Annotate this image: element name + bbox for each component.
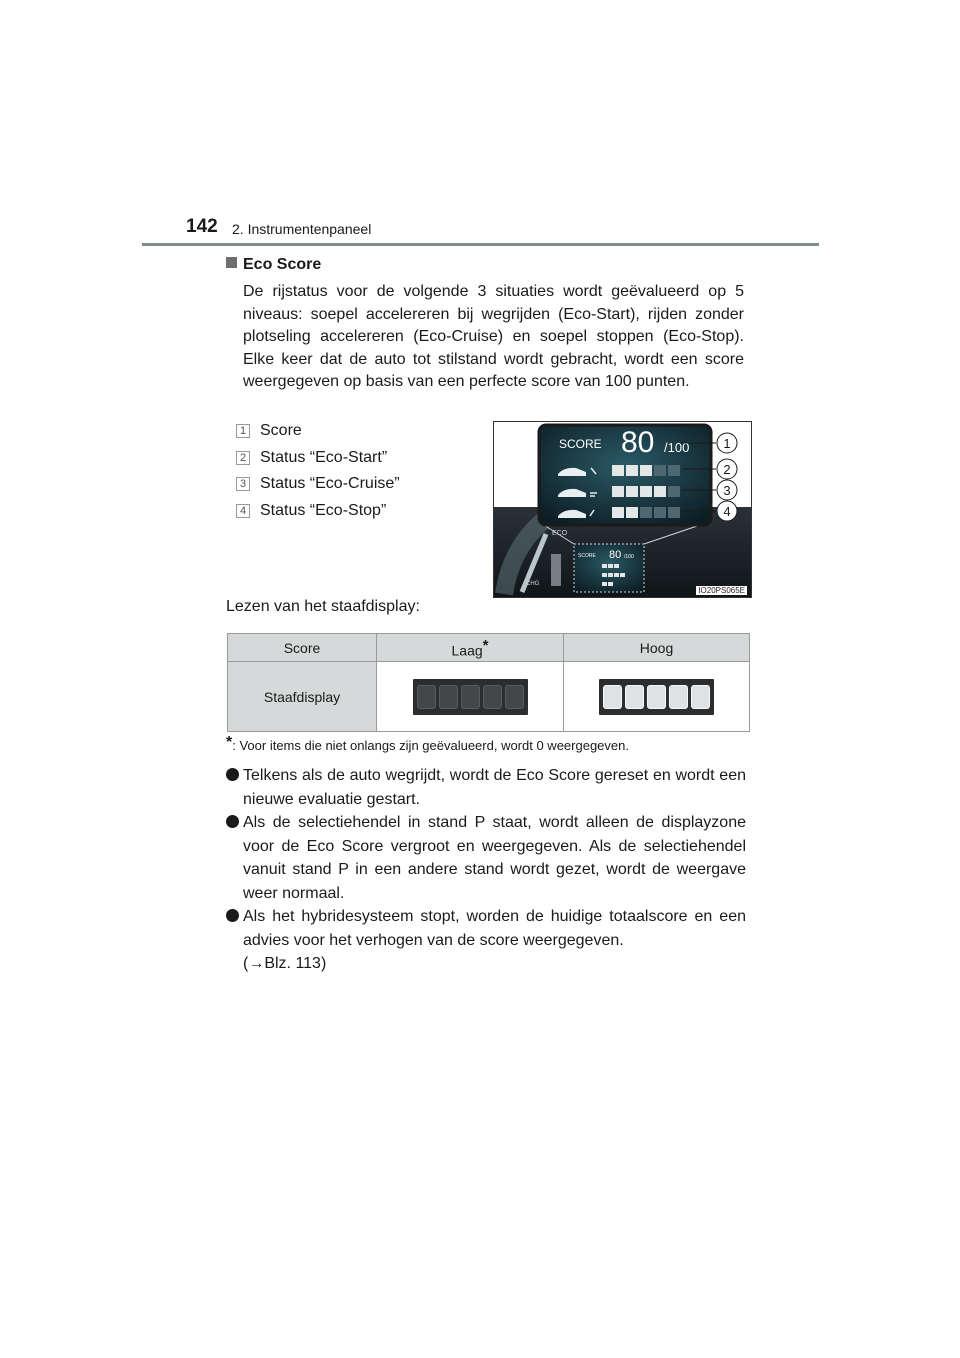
mini-score-label: SCORE bbox=[578, 553, 596, 559]
chapter-title: 2. Instrumentenpaneel bbox=[232, 221, 372, 237]
bar-segment bbox=[417, 685, 436, 709]
score-label: SCORE bbox=[559, 437, 602, 451]
bar-segment bbox=[669, 685, 688, 709]
table-header-low-text: Laag bbox=[451, 642, 483, 659]
legend-number: 4 bbox=[236, 504, 250, 518]
legend-number: 1 bbox=[236, 424, 250, 438]
score-value: 80 bbox=[621, 426, 655, 459]
score-max: /100 bbox=[664, 440, 690, 455]
header-rule bbox=[142, 243, 819, 246]
bullet-dot-icon bbox=[226, 768, 239, 781]
legend-item bbox=[236, 498, 400, 525]
table-header-low bbox=[377, 634, 564, 662]
low-bar-display bbox=[413, 679, 528, 715]
eco-stop-bars bbox=[612, 507, 680, 518]
legend-label: Score bbox=[260, 422, 302, 440]
bar-segment bbox=[603, 685, 622, 709]
square-bullet-icon bbox=[226, 257, 237, 268]
figure-code: IO20PS065E bbox=[698, 586, 745, 595]
bullet-item bbox=[226, 811, 746, 905]
legend-number: 2 bbox=[236, 451, 250, 465]
table-header-row bbox=[228, 634, 750, 662]
table-header-low-star: * bbox=[482, 636, 489, 654]
legend-item bbox=[236, 418, 400, 445]
callout-number: 3 bbox=[723, 483, 731, 498]
bar-segment bbox=[505, 685, 524, 709]
legend-label: Status “Eco-Start” bbox=[260, 448, 388, 466]
eco-label: ECO bbox=[552, 530, 568, 537]
bullet-dot-icon bbox=[226, 815, 239, 828]
bullet-item bbox=[226, 764, 746, 811]
section-title bbox=[226, 256, 321, 274]
bar-segment bbox=[647, 685, 666, 709]
footnote-text: : Voor items die niet onlangs zijn geëvalueerd, wordt 0 weergegeven. bbox=[232, 738, 629, 753]
mini-score-max: /100 bbox=[624, 554, 634, 560]
bullet-text: Als de selectiehendel in stand P staat, wordt alleen de displayzone voor de Eco Score vergroot en weergegeven. Als de selectiehendel vanuit stand P in een andere stand wordt gezet, wordt de weergave weer normaal. bbox=[243, 814, 746, 902]
footnote bbox=[226, 734, 629, 753]
callout-number: 2 bbox=[723, 462, 731, 477]
low-bar-cell bbox=[377, 662, 564, 732]
eco-score-figure bbox=[493, 421, 752, 598]
bullet-dot-icon bbox=[226, 909, 239, 922]
high-bar-cell bbox=[564, 662, 750, 732]
callout-number: 1 bbox=[723, 436, 731, 451]
bullet-text: Telkens als de auto wegrijdt, wordt de Eco Score gereset en wordt een nieuwe evaluatie gestart. bbox=[243, 767, 746, 808]
table-row bbox=[228, 662, 750, 732]
eco-start-bars bbox=[612, 465, 680, 476]
bar-display-table bbox=[227, 633, 750, 732]
bullet-text: Als het hybridesysteem stopt, worden de huidige totaalscore en een advies voor het verhogen van de score weergegeven. bbox=[243, 908, 746, 949]
legend-number: 3 bbox=[236, 477, 250, 491]
battery-gauge bbox=[551, 554, 561, 586]
page-reference-link[interactable]: (→Blz. 113) bbox=[243, 955, 327, 972]
bar-segment bbox=[483, 685, 502, 709]
bar-segment bbox=[439, 685, 458, 709]
legend-item bbox=[236, 471, 400, 498]
bar-segment bbox=[461, 685, 480, 709]
table-row-label: Staafdisplay bbox=[228, 662, 377, 732]
bar-segment bbox=[625, 685, 644, 709]
high-bar-display bbox=[599, 679, 714, 715]
bar-segment bbox=[691, 685, 710, 709]
table-header-score: Score bbox=[228, 634, 377, 662]
eco-cruise-bars bbox=[612, 486, 680, 497]
table-header-high: Hoog bbox=[564, 634, 750, 662]
mini-score-value: 80 bbox=[609, 549, 622, 561]
callout-number: 4 bbox=[723, 504, 731, 519]
footnote-star: * bbox=[226, 734, 233, 751]
legend-item bbox=[236, 445, 400, 472]
legend-label: Status “Eco-Cruise” bbox=[260, 475, 400, 493]
section-title-text: Eco Score bbox=[243, 256, 322, 273]
legend-label: Status “Eco-Stop” bbox=[260, 501, 387, 519]
page-number: 142 bbox=[186, 216, 218, 237]
bullet-item bbox=[226, 905, 746, 976]
bullet-text-with-ref bbox=[243, 905, 746, 976]
eco-score-illustration bbox=[494, 422, 751, 597]
figure-legend bbox=[236, 418, 400, 524]
intro-paragraph: De rijstatus voor de volgende 3 situaties wordt geëvalueerd op 5 niveaus: soepel accelereren bij wegrijden (Eco-Start), rijden zonder plotseling accelereren (Eco-Cruise) en soepel stoppen (Eco-Stop). Elke keer dat de auto tot stilstand wordt gebracht, wordt een score weergegeven op basis van een perfecte score van 100 punten. bbox=[243, 283, 744, 390]
chg-label: CHG bbox=[526, 581, 540, 587]
bar-display-intro: Lezen van het staafdisplay: bbox=[226, 598, 420, 615]
